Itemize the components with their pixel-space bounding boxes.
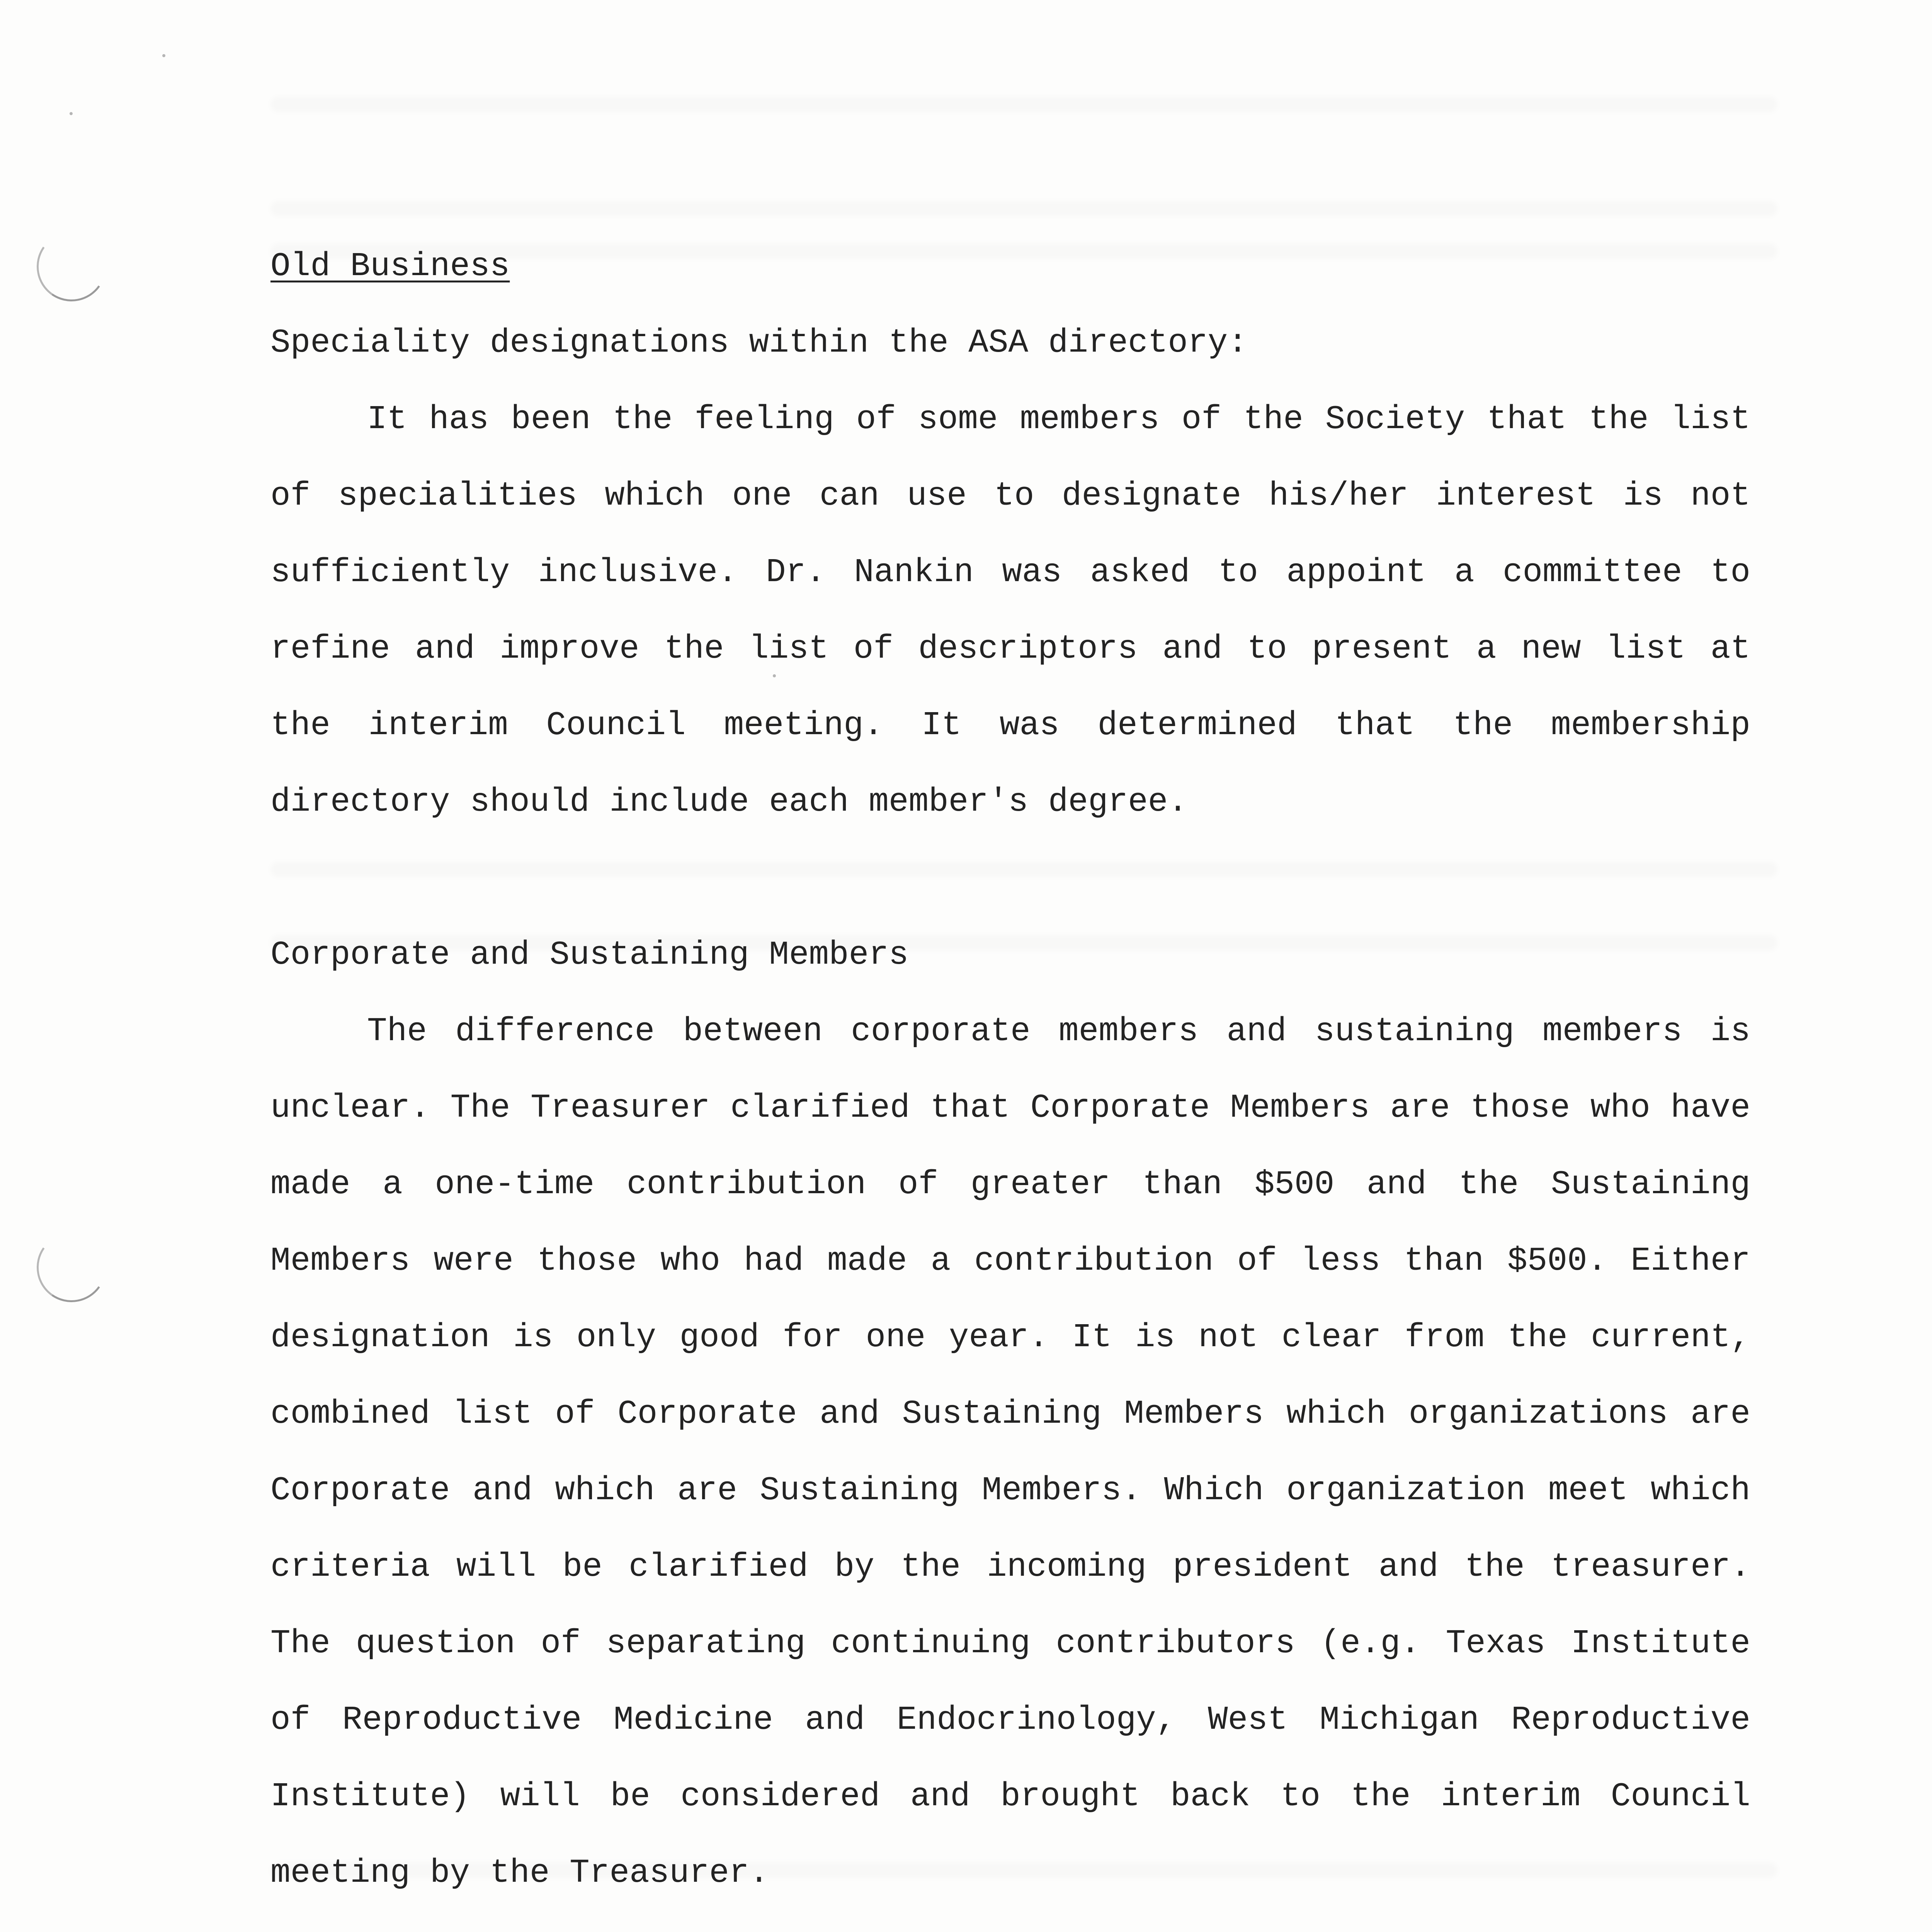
section-heading xyxy=(270,228,1750,304)
speciality-designations-paragraph: It has been the feeling of some members of the Society that the list of specialities which one can use to designate his/her interest is not sufficiently inclusive. Dr. Nankin was asked to appoint a committee to refine and improve the list of descriptors and to present a new list at the interim Council meeting. It was determined that the membership directory should include each member's degree. xyxy=(270,400,1750,821)
document-body xyxy=(270,228,1750,1932)
section-spacer xyxy=(270,1911,1750,1932)
old-business-heading: Old Business xyxy=(270,247,510,285)
scan-speck xyxy=(70,112,73,115)
scan-speck xyxy=(162,54,165,57)
punch-hole xyxy=(31,226,112,307)
punch-hole xyxy=(31,1227,112,1308)
bleed-through-mark xyxy=(270,201,1777,216)
bleed-through-mark xyxy=(270,97,1777,112)
section-old-business xyxy=(270,228,1750,840)
speciality-designations-subheading: Speciality designations within the ASA directory: xyxy=(270,324,1248,362)
corporate-sustaining-heading: Corporate and Sustaining Members xyxy=(270,936,909,974)
section-spacer xyxy=(270,840,1750,917)
corporate-sustaining-paragraph: The difference between corporate members and sustaining members is unclear. The Treasurer clarified that Corporate Members are those who have made a one-time contribution of greater than $500 and the Sustaining Members were those who had made a contribution of less than $500. Either designation is only good for one year. It is not clear from the current, combined list of Corporate and Sustaining Members which organizations are Corporate and which are Sustaining Members. Which organization meet which criteria will be clarified by the incoming president and the treasurer. The question of separating continuing contributors (e.g. Texas Institute of Reproductive Medicine and Endocrinology, West Michigan Reproductive Institute) will be considered and brought back to the interim Council meeting by the Treasurer. xyxy=(270,1012,1750,1892)
section-corporate-sustaining xyxy=(270,917,1750,1911)
